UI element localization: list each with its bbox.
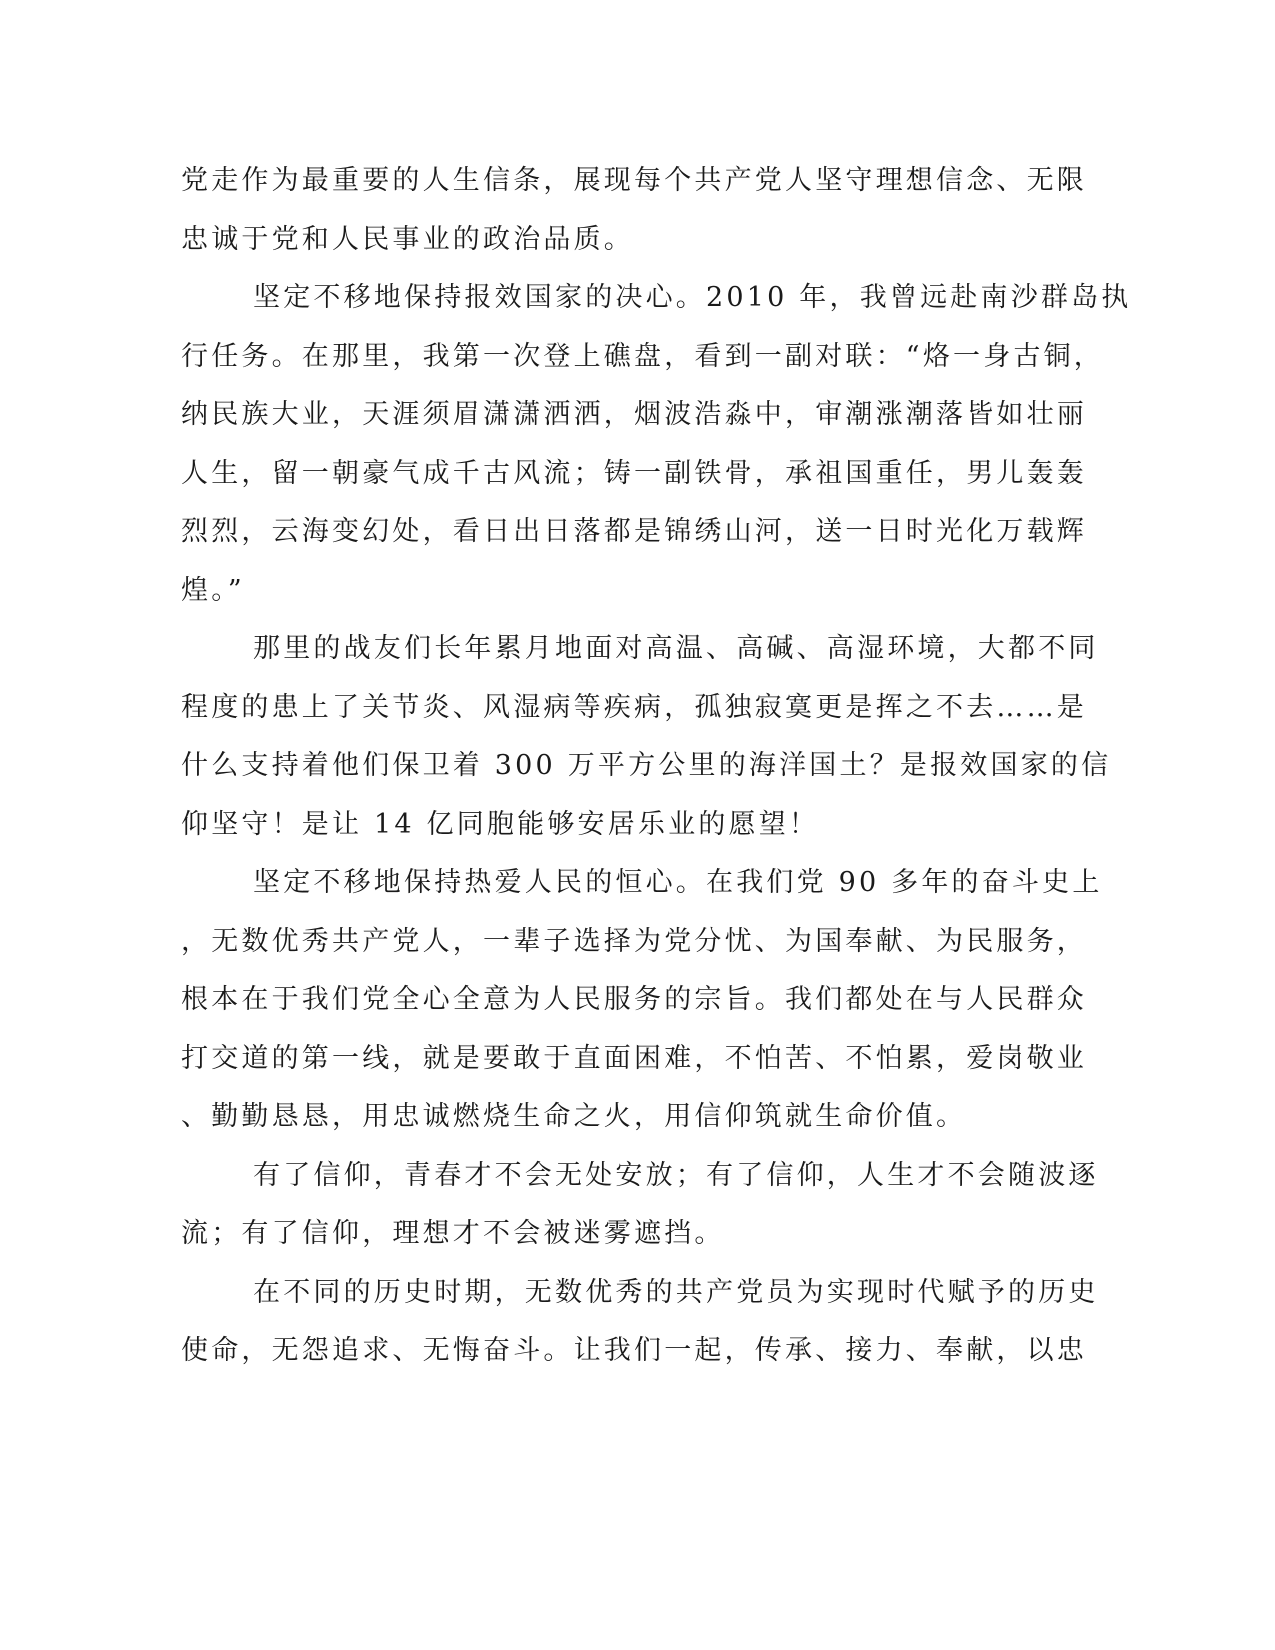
text-line: 烈烈，云海变幻处，看日出日落都是锦绣山河，送一日时光化万载辉 — [181, 516, 1087, 547]
text-line: 打交道的第一线，就是要敢于直面困难，不怕苦、不怕累，爱岗敬业 — [181, 1042, 1087, 1074]
text-line: 行任务。在那里，我第一次登上礁盘，看到一副对联：“烙一身古铜， — [181, 340, 1105, 372]
text-line: 程度的患上了关节炎、风湿病等疾病，孤独寂寞更是挥之不去……是 — [181, 691, 1087, 723]
text-line: ，无数优秀共产党人，一辈子选择为党分忧、为国奉献、为民服务， — [181, 925, 1087, 957]
text-line: 使命，无怨追求、无悔奋斗。让我们一起，传承、接力、奉献，以忠 — [181, 1335, 1087, 1366]
text-line: 仰坚守！是让 14 亿同胞能够安居乐业的愿望！ — [181, 808, 820, 840]
text-line: 在不同的历史时期，无数优秀的共产党员为实现时代赋予的历史 — [253, 1276, 1099, 1308]
text-line: 那里的战友们长年累月地面对高温、高碱、高湿环境，大都不同 — [253, 633, 1099, 664]
text-line: 忠诚于党和人民事业的政治品质。 — [181, 223, 634, 255]
document-page — [181, 152, 1132, 1381]
text-line: 根本在于我们党全心全意为人民服务的宗旨。我们都处在与人民群众 — [181, 984, 1087, 1015]
text-line: 流；有了信仰，理想才不会被迷雾遮挡。 — [181, 1218, 725, 1249]
text-line: 煌。” — [181, 574, 245, 606]
text-line: 什么支持着他们保卫着 300 万平方公里的海洋国土？是报效国家的信 — [181, 750, 1112, 781]
text-line: 有了信仰，青春才不会无处安放；有了信仰，人生才不会随波逐 — [253, 1159, 1099, 1191]
text-line: 坚定不移地保持热爱人民的恒心。在我们党 90 多年的奋斗史上 — [253, 867, 1103, 898]
text-line: 纳民族大业，天涯须眉潇潇洒洒，烟波浩淼中，审潮涨潮落皆如壮丽 — [181, 399, 1087, 430]
text-line: 坚定不移地保持报效国家的决心。2010 年，我曾远赴南沙群岛执 — [253, 282, 1132, 313]
text-line: 党走作为最重要的人生信条，展现每个共产党人坚守理想信念、无限 — [181, 165, 1087, 196]
text-line: 人生，留一朝豪气成千古风流；铸一副铁骨，承祖国重任，男儿轰轰 — [181, 457, 1087, 489]
text-line: 、勤勤恳恳，用忠诚燃烧生命之火，用信仰筑就生命价值。 — [181, 1101, 967, 1132]
